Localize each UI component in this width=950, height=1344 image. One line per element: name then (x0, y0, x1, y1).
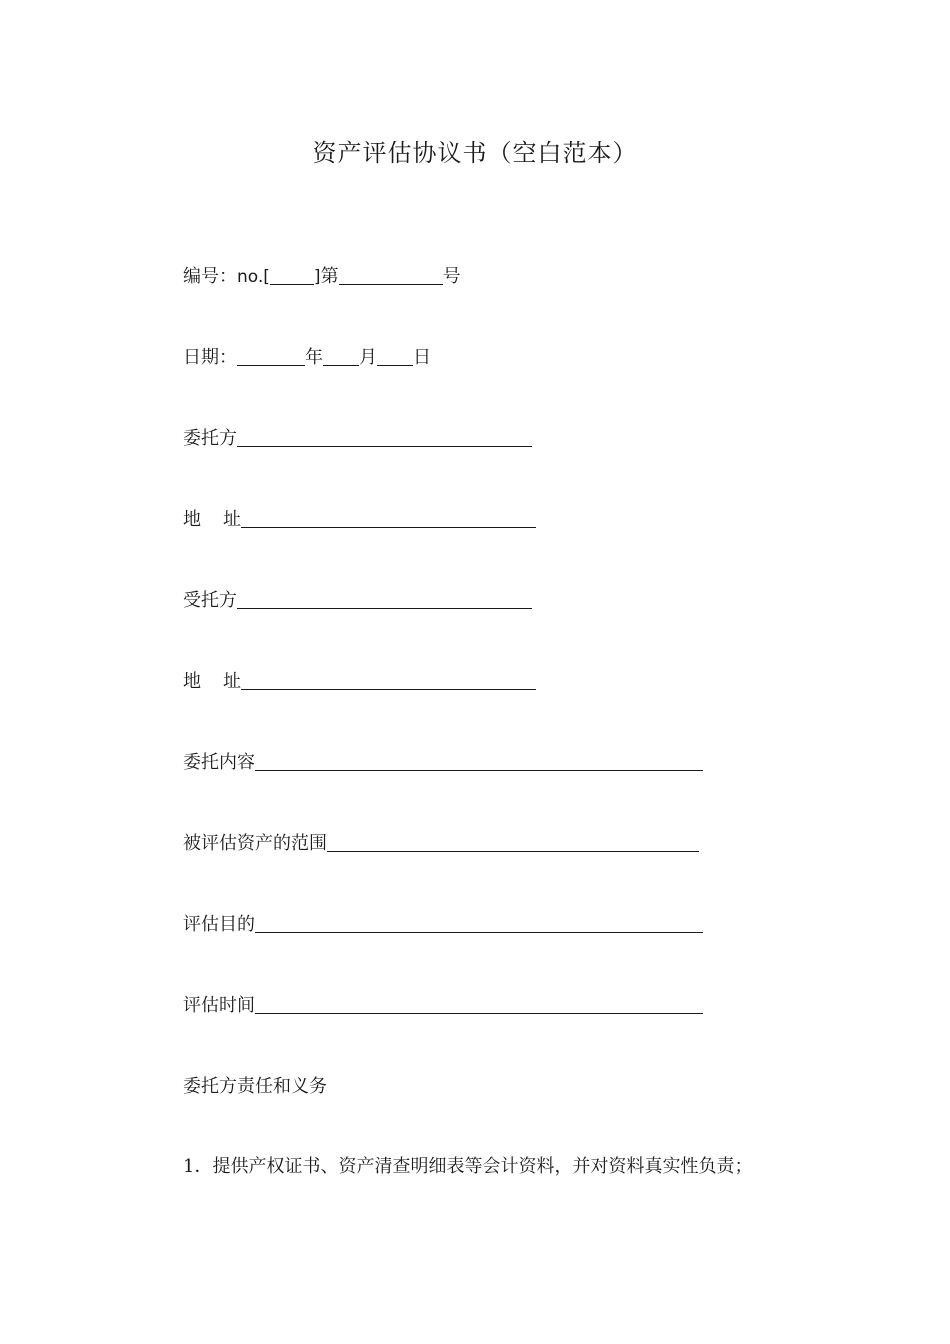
number-label: 编号： (183, 266, 237, 287)
field-time-blank (255, 995, 703, 1014)
date-day-label: 日 (413, 347, 431, 368)
document-title: 资产评估协议书（空白范本） (312, 139, 638, 167)
date-year-label: 年 (305, 347, 323, 368)
field-client-address-blank (241, 509, 536, 528)
field-purpose-blank (255, 914, 703, 933)
field-content-label: 委托内容 (183, 752, 255, 773)
field-time-label: 评估时间 (183, 995, 255, 1016)
field-trustee-address-label-a: 地 (183, 671, 201, 692)
date-year-blank (237, 347, 305, 366)
field-client-label: 委托方 (183, 428, 237, 449)
field-trustee-blank (237, 590, 532, 609)
field-trustee-label: 受托方 (183, 590, 237, 611)
field-content-blank (255, 752, 703, 771)
field-scope-blank (327, 833, 699, 852)
date-month-label: 月 (359, 347, 377, 368)
field-client-blank (237, 428, 532, 447)
number-prefix: no.[ (237, 267, 270, 287)
section-heading: 委托方责任和义务 (183, 1076, 327, 1097)
number-line (183, 265, 461, 289)
field-scope (183, 832, 699, 856)
field-trustee-address-blank (241, 671, 536, 690)
field-client-address-label-a: 地 (183, 509, 201, 530)
field-trustee-address (183, 670, 536, 694)
field-trustee (183, 589, 532, 613)
field-content (183, 751, 703, 775)
field-client-address-label-b: 址 (223, 509, 241, 530)
field-purpose-label: 评估目的 (183, 914, 255, 935)
field-trustee-address-label-b: 址 (223, 671, 241, 692)
date-line (183, 346, 431, 370)
number-blank-2 (339, 266, 443, 285)
date-month-blank (323, 347, 359, 366)
field-scope-label: 被评估资产的范围 (183, 833, 327, 854)
date-day-blank (377, 347, 413, 366)
number-mid-label: 第 (320, 266, 339, 287)
field-purpose (183, 913, 703, 937)
field-client (183, 427, 532, 451)
list-item: 1．提供产权证书、资产清查明细表等会计资料，并对资料真实性负责； (183, 1156, 753, 1177)
number-suffix: 号 (442, 266, 461, 287)
number-mid-bracket: ] (313, 267, 321, 287)
number-blank-1 (270, 266, 314, 285)
field-client-address (183, 508, 536, 532)
date-label: 日期： (183, 347, 237, 368)
field-time (183, 994, 703, 1018)
